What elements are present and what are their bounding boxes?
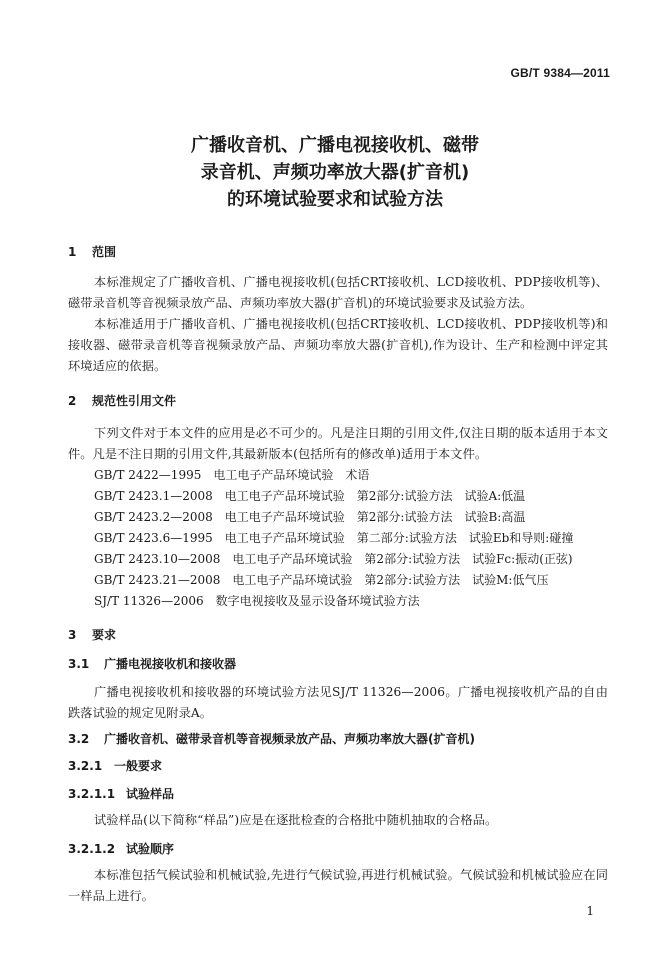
section-1-heading xyxy=(68,243,116,260)
section-3-1-heading xyxy=(68,655,236,672)
section-3-2-1-heading xyxy=(68,757,162,774)
title-line-2: 录音机、声频功率放大器(扩音机) xyxy=(200,162,470,183)
section-title: 广播收音机、磁带录音机等音视频录放产品、声频功率放大器(扩音机) xyxy=(104,732,475,746)
section-title: 要求 xyxy=(92,628,117,642)
reference-item: SJ/T 11326—2006 数字电视接收及显示设备环境试验方法 xyxy=(94,594,420,608)
page-number: 1 xyxy=(586,904,594,918)
reference-item: GB/T 2423.1—2008 电工电子产品环境试验 第2部分:试验方法 试验A:低温 xyxy=(94,489,526,503)
reference-item: GB/T 2423.6—1995 电工电子产品环境试验 第二部分:试验方法 试验Eb和导则:碰撞 xyxy=(94,531,574,545)
section-title: 试验顺序 xyxy=(126,842,175,856)
section-title: 广播电视接收机和接收器 xyxy=(104,657,237,671)
section-number: 3.2 xyxy=(68,732,90,746)
section-2-heading xyxy=(68,392,176,409)
section-1-paragraph-2: 本标准适用于广播收音机、广播电视接收机(包括CRT接收机、LCD接收机、PDP接收机等)和接收器、磁带录音机等音视频录放产品、声频功率放大器(扩音机),作为设计、生产和检测中评定其环境适应的依据。 xyxy=(68,317,608,373)
section-number: 3 xyxy=(68,628,77,642)
section-3-2-1-1-heading xyxy=(68,785,174,802)
section-number: 1 xyxy=(68,245,77,259)
reference-item: GB/T 2423.2—2008 电工电子产品环境试验 第2部分:试验方法 试验B:高温 xyxy=(94,510,526,524)
reference-item: GB/T 2422—1995 电工电子产品环境试验 术语 xyxy=(94,468,370,482)
document-title xyxy=(0,132,670,213)
section-title: 一般要求 xyxy=(114,759,163,773)
section-number: 3.2.1.2 xyxy=(68,842,116,856)
standard-id: GB/T 9384—2011 xyxy=(510,66,610,80)
section-3-2-1-2-paragraph: 本标准包括气候试验和机械试验,先进行气候试验,再进行机械试验。气候试验和机械试验应在同一样品上进行。 xyxy=(68,868,608,903)
reference-item: GB/T 2423.21—2008 电工电子产品环境试验 第2部分:试验方法 试验M:低气压 xyxy=(94,573,549,587)
section-number: 3.2.1.1 xyxy=(68,787,116,801)
section-title: 范围 xyxy=(92,245,117,259)
title-line-3: 的环境试验要求和试验方法 xyxy=(227,189,443,210)
section-number: 3.1 xyxy=(68,657,90,671)
title-line-1: 广播收音机、广播电视接收机、磁带 xyxy=(191,135,479,156)
reference-item: GB/T 2423.10—2008 电工电子产品环境试验 第2部分:试验方法 试验Fc:振动(正弦) xyxy=(94,552,573,566)
section-3-2-heading xyxy=(68,730,475,747)
section-number: 3.2.1 xyxy=(68,759,103,773)
section-1-paragraph-1: 本标准规定了广播收音机、广播电视接收机(包括CRT接收机、LCD接收机、PDP接收机等)、磁带录音机等音视频录放产品、声频功率放大器(扩音机)的环境试验要求及试验方法。 xyxy=(68,275,608,310)
section-number: 2 xyxy=(68,394,77,408)
section-3-1-paragraph: 广播电视接收机和接收器的环境试验方法见SJ/T 11326—2006。广播电视接收机产品的自由跌落试验的规定见附录A。 xyxy=(68,685,608,720)
section-title: 试验样品 xyxy=(126,787,175,801)
section-2-paragraph-1: 下列文件对于本文件的应用是必不可少的。凡是注日期的引用文件,仅注日期的版本适用于本文件。凡是不注日期的引用文件,其最新版本(包括所有的修改单)适用于本文件。 xyxy=(68,426,608,461)
section-title: 规范性引用文件 xyxy=(92,394,177,408)
section-3-2-1-1-paragraph: 试验样品(以下简称“样品”)应是在逐批检查的合格批中随机抽取的合格品。 xyxy=(94,813,498,827)
section-3-2-1-2-heading xyxy=(68,840,174,857)
section-3-heading xyxy=(68,626,116,643)
